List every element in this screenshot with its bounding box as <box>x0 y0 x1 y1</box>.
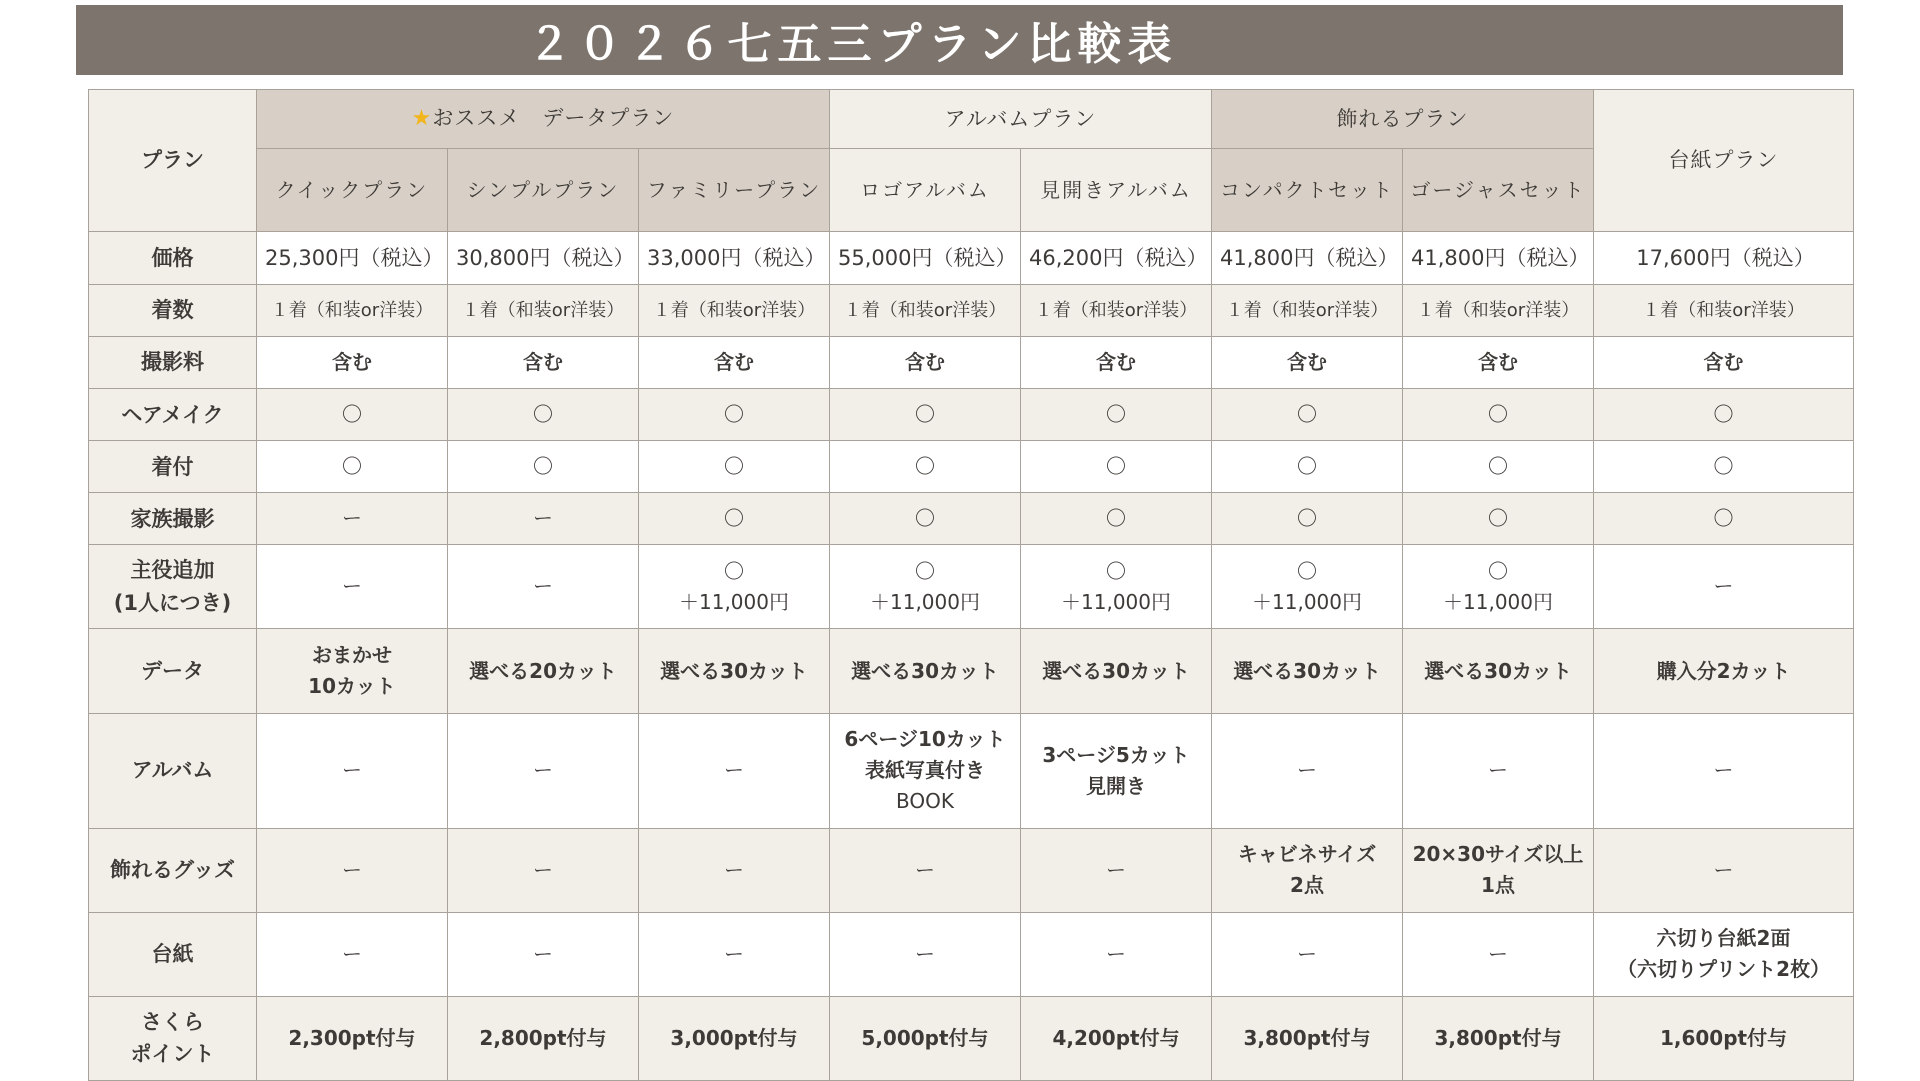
row-label-hair: ヘアメイク <box>89 389 257 441</box>
row-label-points-line1: さくら <box>141 1009 204 1034</box>
points-cell: 3,000pt付与 <box>639 996 830 1080</box>
data-cell: 選べる30カット <box>1212 629 1403 713</box>
family-cell: 〇 <box>1021 493 1212 545</box>
count-cell: １着（和装or洋装） <box>448 285 639 337</box>
count-row <box>89 285 1854 337</box>
header-plan-row <box>89 149 1854 232</box>
group-header-daishi-plan: 台紙プラン <box>1594 90 1854 232</box>
row-label-album: アルバム <box>89 713 257 828</box>
fee-cell: 含む <box>1212 337 1403 389</box>
row-label-mount: 台紙 <box>89 912 257 996</box>
mount-line: （六切りプリント2枚） <box>1616 957 1831 982</box>
data-cell: 選べる30カット <box>1403 629 1594 713</box>
extra-cell <box>1021 545 1212 629</box>
points-cell: 2,800pt付与 <box>448 996 639 1080</box>
plan-header-family: ファミリープラン <box>639 149 830 232</box>
data-cell: 選べる30カット <box>830 629 1021 713</box>
points-cell: 3,800pt付与 <box>1212 996 1403 1080</box>
fee-cell: 含む <box>639 337 830 389</box>
goods-line: 2点 <box>1290 873 1324 898</box>
goods-cell <box>257 828 448 912</box>
family-cell: 〇 <box>1594 493 1854 545</box>
goods-cell <box>1212 828 1403 912</box>
price-cell: 33,000円（税込） <box>639 232 830 285</box>
album-cell <box>830 713 1021 828</box>
extra-price: ＋11,000円 <box>870 589 980 614</box>
dress-cell: 〇 <box>448 441 639 493</box>
extra-cell <box>1212 545 1403 629</box>
album-cell <box>1594 713 1854 828</box>
row-label-data: データ <box>89 629 257 713</box>
row-label-extra <box>89 545 257 629</box>
data-row <box>89 629 1854 713</box>
goods-cell <box>1594 828 1854 912</box>
album-line: ー <box>1713 758 1734 783</box>
price-cell: 41,800円（税込） <box>1403 232 1594 285</box>
dress-cell: 〇 <box>1212 441 1403 493</box>
album-cell <box>1212 713 1403 828</box>
extra-cell <box>1594 545 1854 629</box>
album-line: 見開き <box>1086 773 1146 798</box>
fee-cell: 含む <box>448 337 639 389</box>
plan-comparison-table <box>88 89 1854 1081</box>
group-header-data-label: おススメ データプラン <box>432 105 675 130</box>
dress-cell: 〇 <box>1594 441 1854 493</box>
data-cell: 選べる30カット <box>1021 629 1212 713</box>
price-cell: 41,800円（税込） <box>1212 232 1403 285</box>
price-row <box>89 232 1854 285</box>
hair-row <box>89 389 1854 441</box>
goods-cell <box>639 828 830 912</box>
title-banner <box>76 5 1843 75</box>
album-cell <box>1021 713 1212 828</box>
hair-cell: 〇 <box>1403 389 1594 441</box>
goods-row <box>89 828 1854 912</box>
goods-line: ー <box>533 857 553 882</box>
extra-cell <box>1403 545 1594 629</box>
extra-price: ＋11,000円 <box>679 589 789 614</box>
extra-cell <box>830 545 1021 629</box>
data-cell: 購入分2カット <box>1594 629 1854 713</box>
plan-header-simple: シンプルプラン <box>448 149 639 232</box>
album-line: ー <box>533 758 553 783</box>
hair-cell: 〇 <box>448 389 639 441</box>
album-line: ー <box>342 758 362 783</box>
album-cell <box>1403 713 1594 828</box>
points-cell: 5,000pt付与 <box>830 996 1021 1080</box>
hair-cell: 〇 <box>1021 389 1212 441</box>
goods-line: ー <box>724 857 744 882</box>
extra-mark: ー <box>1713 574 1734 599</box>
goods-line: ー <box>1713 857 1734 882</box>
plan-header-gorgeous-set: ゴージャスセット <box>1403 149 1594 232</box>
fee-row <box>89 337 1854 389</box>
mount-cell: ー <box>257 912 448 996</box>
points-cell: 1,600pt付与 <box>1594 996 1854 1080</box>
extra-cell <box>257 545 448 629</box>
album-line: BOOK <box>896 789 954 814</box>
page-title: ２０２６七五三プラン比較表 <box>527 19 1178 70</box>
hair-cell: 〇 <box>257 389 448 441</box>
goods-line: 20×30サイズ以上 <box>1412 842 1584 867</box>
extra-mark: 〇 <box>1488 558 1509 583</box>
goods-line: ー <box>915 857 935 882</box>
dress-cell: 〇 <box>639 441 830 493</box>
goods-cell <box>448 828 639 912</box>
count-cell: １着（和装or洋装） <box>830 285 1021 337</box>
extra-price: ＋11,000円 <box>1443 589 1553 614</box>
family-row <box>89 493 1854 545</box>
plan-header-compact-set: コンパクトセット <box>1212 149 1403 232</box>
fee-cell: 含む <box>830 337 1021 389</box>
goods-cell <box>830 828 1021 912</box>
points-cell: 4,200pt付与 <box>1021 996 1212 1080</box>
count-cell: １着（和装or洋装） <box>1594 285 1854 337</box>
group-header-data-plan <box>257 90 830 149</box>
price-cell: 30,800円（税込） <box>448 232 639 285</box>
dress-cell: 〇 <box>257 441 448 493</box>
count-cell: １着（和装or洋装） <box>1021 285 1212 337</box>
count-cell: １着（和装or洋装） <box>257 285 448 337</box>
extra-mark: 〇 <box>1297 558 1318 583</box>
extra-mark: 〇 <box>724 558 744 583</box>
extra-mark: ー <box>533 574 553 599</box>
dress-cell: 〇 <box>1021 441 1212 493</box>
points-cell: 2,300pt付与 <box>257 996 448 1080</box>
price-cell: 25,300円（税込） <box>257 232 448 285</box>
mount-cell: ー <box>639 912 830 996</box>
goods-cell <box>1021 828 1212 912</box>
corner-label: プラン <box>89 90 257 232</box>
price-cell: 46,200円（税込） <box>1021 232 1212 285</box>
mount-cell: ー <box>448 912 639 996</box>
star-icon: ★ <box>411 105 433 131</box>
album-line: ー <box>1297 758 1318 783</box>
hair-cell: 〇 <box>1594 389 1854 441</box>
row-label-count: 着数 <box>89 285 257 337</box>
plan-header-logo-album: ロゴアルバム <box>830 149 1021 232</box>
header-group-row <box>89 90 1854 149</box>
goods-line: ー <box>1106 857 1126 882</box>
plan-header-spread-album: 見開きアルバム <box>1021 149 1212 232</box>
count-cell: １着（和装or洋装） <box>639 285 830 337</box>
points-row <box>89 996 1854 1080</box>
row-label-fee: 撮影料 <box>89 337 257 389</box>
hair-cell: 〇 <box>830 389 1021 441</box>
row-label-goods: 飾れるグッズ <box>89 828 257 912</box>
row-label-family: 家族撮影 <box>89 493 257 545</box>
mount-cell: ー <box>830 912 1021 996</box>
mount-cell: ー <box>1403 912 1594 996</box>
extra-price: ＋11,000円 <box>1252 589 1362 614</box>
data-line1: おまかせ <box>312 643 392 668</box>
row-label-price: 価格 <box>89 232 257 285</box>
extra-row <box>89 545 1854 629</box>
mount-cell <box>1594 912 1854 996</box>
extra-cell <box>448 545 639 629</box>
album-line: 6ページ10カット <box>844 727 1006 752</box>
plan-header-quick: クイックプラン <box>257 149 448 232</box>
album-line: 3ページ5カット <box>1042 742 1190 767</box>
mount-cell: ー <box>1021 912 1212 996</box>
price-cell: 17,600円（税込） <box>1594 232 1854 285</box>
dress-row <box>89 441 1854 493</box>
family-cell: 〇 <box>1403 493 1594 545</box>
goods-line: 1点 <box>1481 873 1515 898</box>
fee-cell: 含む <box>1594 337 1854 389</box>
goods-line: キャビネサイズ <box>1237 842 1377 867</box>
row-label-points <box>89 996 257 1080</box>
price-cell: 55,000円（税込） <box>830 232 1021 285</box>
row-label-dress: 着付 <box>89 441 257 493</box>
family-cell: ー <box>257 493 448 545</box>
album-line: ー <box>724 758 744 783</box>
album-line: ー <box>1488 758 1509 783</box>
extra-mark: 〇 <box>1106 558 1126 583</box>
data-line2: 10カット <box>308 674 396 699</box>
extra-cell <box>639 545 830 629</box>
data-cell <box>257 629 448 713</box>
points-cell: 3,800pt付与 <box>1403 996 1594 1080</box>
goods-cell <box>1403 828 1594 912</box>
row-label-extra-line1: 主役追加 <box>130 558 215 583</box>
count-cell: １着（和装or洋装） <box>1212 285 1403 337</box>
data-cell: 選べる30カット <box>639 629 830 713</box>
album-cell <box>257 713 448 828</box>
family-cell: 〇 <box>1212 493 1403 545</box>
row-label-extra-line2: (1人につき) <box>113 590 232 615</box>
extra-price: ＋11,000円 <box>1061 589 1171 614</box>
hair-cell: 〇 <box>1212 389 1403 441</box>
dress-cell: 〇 <box>1403 441 1594 493</box>
dress-cell: 〇 <box>830 441 1021 493</box>
extra-mark: ー <box>342 574 362 599</box>
album-cell <box>448 713 639 828</box>
family-cell: ー <box>448 493 639 545</box>
row-label-points-line2: ポイント <box>130 1042 215 1067</box>
family-cell: 〇 <box>639 493 830 545</box>
count-cell: １着（和装or洋装） <box>1403 285 1594 337</box>
group-header-deco-plan: 飾れるプラン <box>1212 90 1594 149</box>
album-row <box>89 713 1854 828</box>
album-line: 表紙写真付き <box>865 758 985 783</box>
mount-line: 六切り台紙2面 <box>1656 926 1791 951</box>
fee-cell: 含む <box>257 337 448 389</box>
family-cell: 〇 <box>830 493 1021 545</box>
data-cell: 選べる20カット <box>448 629 639 713</box>
goods-line: ー <box>342 857 362 882</box>
extra-mark: 〇 <box>915 558 935 583</box>
hair-cell: 〇 <box>639 389 830 441</box>
mount-cell: ー <box>1212 912 1403 996</box>
fee-cell: 含む <box>1403 337 1594 389</box>
mount-row <box>89 912 1854 996</box>
album-cell <box>639 713 830 828</box>
group-header-album-plan: アルバムプラン <box>830 90 1212 149</box>
fee-cell: 含む <box>1021 337 1212 389</box>
